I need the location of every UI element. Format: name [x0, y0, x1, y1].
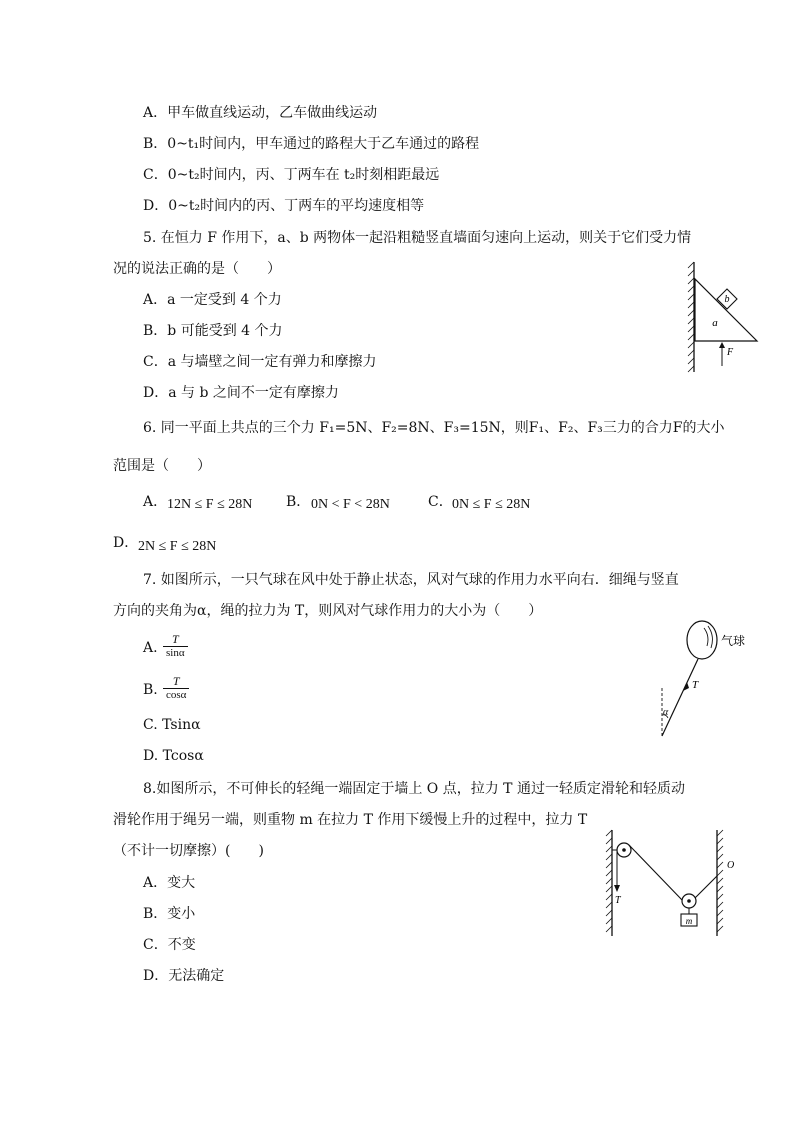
q7-option-a-fraction [163, 633, 188, 660]
q4-option-b: B．0~t₁时间内，甲车通过的路程大于乙车通过的路程 [143, 136, 480, 152]
q7-stem-line1: 7. 如图所示，一只气球在风中处于静止状态，风对气球的作用力水平向右．细绳与竖直 [143, 572, 679, 588]
q7-figure [650, 618, 760, 742]
q7-option-b-fraction [163, 675, 189, 702]
q6-option-b-label: B． [286, 494, 311, 510]
q7-option-a-denominator: sinα [163, 646, 188, 660]
q4-option-c: C．0~t₂时间内，丙、丁两车在 t₂时刻相距最远 [143, 167, 440, 183]
q8-option-a: A．变大 [143, 875, 196, 891]
q6-stem-line1: 6. 同一平面上共点的三个力 F₁=5N、F₂=8N、F₃=15N，则F₁、F₂、F₃三力的合力F的大小 [143, 420, 725, 436]
q8-stem-line1: 8.如图所示，不可伸长的轻绳一端固定于墙上 O 点，拉力 T 通过一轻质定滑轮和轻质动 [143, 781, 685, 797]
q4-option-a: A．甲车做直线运动，乙车做曲线运动 [143, 105, 378, 121]
q6-option-a-label: A． [143, 494, 168, 510]
q8-option-d: D．无法确定 [143, 968, 225, 984]
q7-option-b-numerator: T [172, 674, 180, 688]
q7-option-b-label: B. [143, 682, 158, 698]
q7-option-d: D. Tcosα [143, 748, 204, 764]
q4-option-d: D．0~t₂时间内的丙、丁两车的平均速度相等 [143, 198, 425, 214]
q8-label-O: O [727, 860, 735, 871]
q7-option-b-denominator: cosα [163, 688, 189, 702]
q8-option-b: B．变小 [143, 906, 196, 922]
q5-option-b: B．b 可能受到 4 个力 [143, 323, 283, 339]
q6-stem-line2: 范围是（ ） [113, 458, 211, 474]
q5-option-a: A．a 一定受到 4 个力 [143, 292, 282, 308]
q6-option-c-label: C． [428, 494, 453, 510]
q7-label-alpha: α [663, 707, 669, 718]
q8-option-c: C．不变 [143, 937, 196, 953]
q5-label-F: F [727, 347, 734, 358]
q6-option-a-math: 12N ≤ F ≤ 28N [167, 497, 253, 512]
q5-figure [686, 262, 762, 372]
q7-label-T: T [692, 679, 699, 691]
q5-label-a: a [712, 317, 718, 329]
q6-option-b-math: 0N < F < 28N [311, 497, 390, 512]
q7-option-a-label: A. [143, 640, 158, 656]
q7-option-c: C. Tsinα [143, 717, 201, 733]
q7-label-balloon: 气球 [721, 634, 746, 648]
q5-option-c: C．a 与墙壁之间一定有弹力和摩擦力 [143, 354, 377, 370]
q8-figure [600, 830, 750, 938]
q6-option-d-math: 2N ≤ F ≤ 28N [138, 539, 217, 554]
q5-option-d: D．a 与 b 之间不一定有摩擦力 [143, 385, 339, 401]
q6-option-d-label: D． [113, 535, 139, 551]
q5-label-b: b [724, 294, 730, 305]
q8-label-T: T [615, 895, 621, 906]
q8-stem-line2: 滑轮作用于绳另一端，则重物 m 在拉力 T 作用下缓慢上升的过程中，拉力 T [113, 812, 588, 828]
q5-stem-line1: 5. 在恒力 F 作用下，a、b 两物体一起沿粗糙竖直墙面匀速向上运动，则关于它们受力情 [143, 230, 692, 246]
q8-label-m: m [685, 916, 693, 926]
q8-stem-line3: （不计一切摩擦）( ) [113, 843, 264, 859]
q5-stem-line2: 况的说法正确的是（ ） [113, 261, 281, 277]
q7-option-a-numerator: T [171, 632, 179, 646]
q6-option-c-math: 0N ≤ F ≤ 28N [452, 497, 531, 512]
q7-stem-line2: 方向的夹角为α，绳的拉力为 T，则风对气球作用力的大小为（ ） [113, 603, 543, 619]
